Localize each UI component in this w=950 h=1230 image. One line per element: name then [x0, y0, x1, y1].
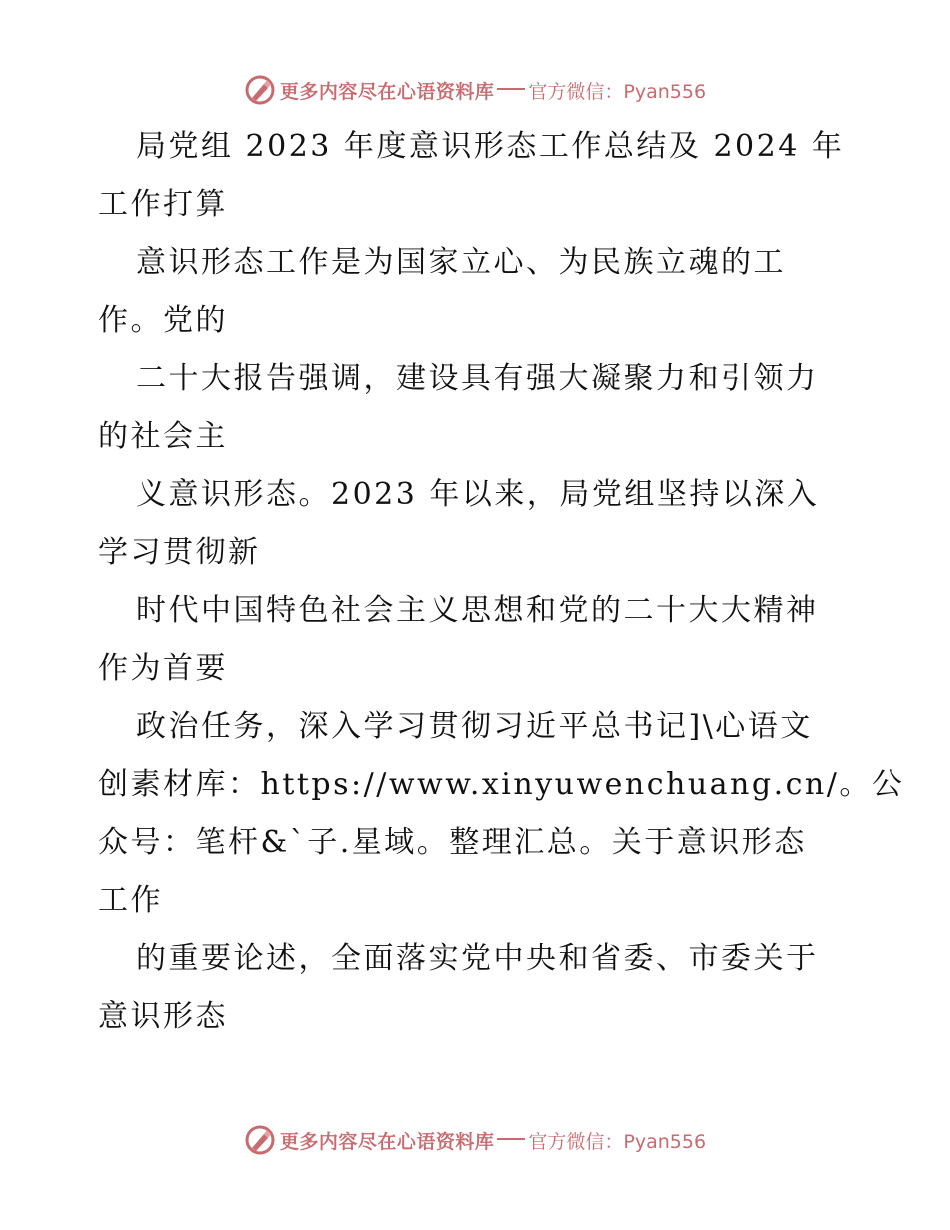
banner-separator — [497, 88, 525, 90]
document-line: 二十大报告强调，建设具有强大凝聚力和引领力 — [136, 361, 819, 396]
document-line: 工作打算 — [98, 187, 228, 222]
document-line: 局党组 2023 年度意识形态工作总结及 2024 年 — [136, 129, 845, 164]
document-line: 学习贯彻新 — [98, 535, 261, 570]
document-line: 政治任务，深入学习贯彻习近平总书记]\心语文 — [136, 709, 813, 744]
document-line: 作为首要 — [98, 651, 228, 686]
footer-banner — [0, 1120, 950, 1160]
banner-separator — [497, 1138, 525, 1140]
banner-wechat: 官方微信：Pyan556 — [528, 80, 707, 103]
document-line: 意识形态工作是为国家立心、为民族立魂的工 — [136, 245, 786, 280]
document-line: 众号：笔杆&`子.星域。整理汇总。关于意识形态 — [98, 825, 807, 860]
document-line: 的社会主 — [98, 419, 228, 454]
banner-title: 更多内容尽在心语资料库 — [279, 80, 495, 103]
banner-title: 更多内容尽在心语资料库 — [279, 1130, 495, 1153]
document-body — [98, 118, 905, 1046]
document-line: 意识形态 — [98, 999, 228, 1034]
document-line: 创素材库：https://www.xinyuwenchuang.cn/。公 — [98, 767, 905, 802]
banner-wechat: 官方微信：Pyan556 — [528, 1130, 707, 1153]
pen-logo-icon — [244, 74, 276, 106]
pen-logo-icon — [244, 1124, 276, 1156]
document-line: 作。党的 — [98, 303, 228, 338]
document-line: 时代中国特色社会主义思想和党的二十大大精神 — [136, 593, 819, 628]
document-line: 工作 — [98, 883, 163, 918]
document-line: 的重要论述，全面落实党中央和省委、市委关于 — [136, 941, 819, 976]
document-line: 义意识形态。2023 年以来，局党组坚持以深入 — [136, 477, 820, 512]
header-banner — [0, 70, 950, 110]
